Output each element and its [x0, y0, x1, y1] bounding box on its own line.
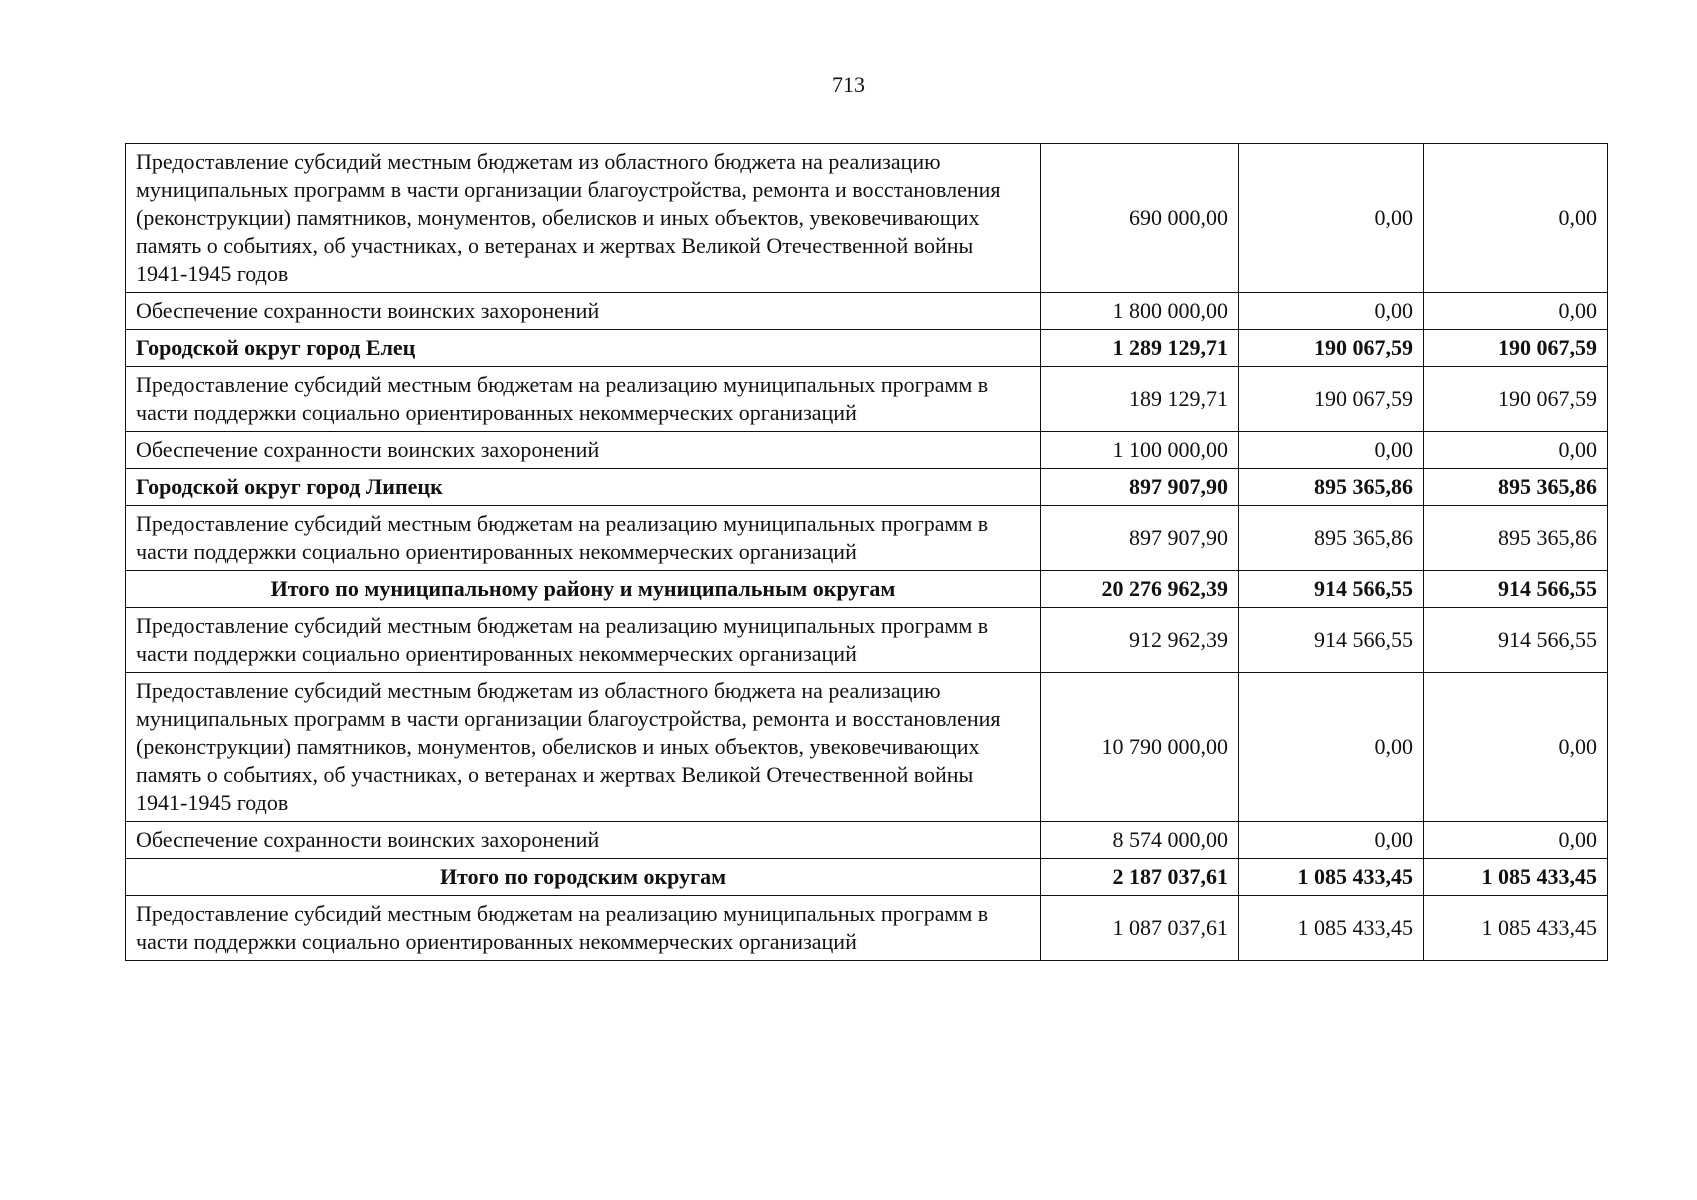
budget-table [125, 143, 1608, 961]
row-name: Предоставление субсидий местным бюджетам на реализацию муниципальных программ в части поддержки социально ориентированных некоммерческих организаций [126, 367, 1041, 432]
row-value-1: 2 187 037,61 [1041, 859, 1239, 896]
row-value-2: 0,00 [1239, 293, 1424, 330]
row-name: Предоставление субсидий местным бюджетам на реализацию муниципальных программ в части поддержки социально ориентированных некоммерческих организаций [126, 506, 1041, 571]
row-name: Городской округ город Липецк [126, 469, 1041, 506]
row-value-3: 895 365,86 [1424, 469, 1608, 506]
row-value-1: 1 289 129,71 [1041, 330, 1239, 367]
row-value-2: 0,00 [1239, 822, 1424, 859]
row-value-1: 1 800 000,00 [1041, 293, 1239, 330]
row-name: Итого по городским округам [126, 859, 1041, 896]
row-value-2: 190 067,59 [1239, 367, 1424, 432]
row-name: Предоставление субсидий местным бюджетам на реализацию муниципальных программ в части поддержки социально ориентированных некоммерческих организаций [126, 608, 1041, 673]
row-value-3: 914 566,55 [1424, 571, 1608, 608]
row-value-2: 914 566,55 [1239, 608, 1424, 673]
table-row [126, 144, 1608, 293]
table-row [126, 293, 1608, 330]
row-value-2: 895 365,86 [1239, 506, 1424, 571]
row-value-3: 0,00 [1424, 822, 1608, 859]
row-value-1: 10 790 000,00 [1041, 673, 1239, 822]
row-value-3: 190 067,59 [1424, 367, 1608, 432]
row-value-2: 0,00 [1239, 432, 1424, 469]
table-row [126, 608, 1608, 673]
row-value-2: 895 365,86 [1239, 469, 1424, 506]
row-name: Городской округ город Елец [126, 330, 1041, 367]
table-row [126, 822, 1608, 859]
total-row [126, 571, 1608, 608]
row-value-1: 1 087 037,61 [1041, 896, 1239, 961]
row-value-2: 1 085 433,45 [1239, 859, 1424, 896]
table-row [126, 432, 1608, 469]
page-number: 713 [832, 72, 865, 97]
row-name: Обеспечение сохранности воинских захоронений [126, 293, 1041, 330]
row-value-2: 914 566,55 [1239, 571, 1424, 608]
row-value-3: 190 067,59 [1424, 330, 1608, 367]
row-value-1: 8 574 000,00 [1041, 822, 1239, 859]
row-name: Предоставление субсидий местным бюджетам из областного бюджета на реализацию муниципальных программ в части организации благоустройства, ремонта и восстановления (реконструкции) памятников, монументов, обелисков и иных объектов, увековечивающих память о событиях, об участниках, о ветеранах и жертвах Великой Отечественной войны 1941-1945 годов [126, 673, 1041, 822]
row-value-3: 914 566,55 [1424, 608, 1608, 673]
row-value-3: 0,00 [1424, 293, 1608, 330]
row-name: Предоставление субсидий местным бюджетам из областного бюджета на реализацию муниципальных программ в части организации благоустройства, ремонта и восстановления (реконструкции) памятников, монументов, обелисков и иных объектов, увековечивающих память о событиях, об участниках, о ветеранах и жертвах Великой Отечественной войны 1941-1945 годов [126, 144, 1041, 293]
row-name: Итого по муниципальному району и муниципальным округам [126, 571, 1041, 608]
row-value-3: 1 085 433,45 [1424, 896, 1608, 961]
row-value-1: 690 000,00 [1041, 144, 1239, 293]
row-value-3: 895 365,86 [1424, 506, 1608, 571]
row-value-3: 0,00 [1424, 144, 1608, 293]
table-row [126, 506, 1608, 571]
row-name: Предоставление субсидий местным бюджетам на реализацию муниципальных программ в части поддержки социально ориентированных некоммерческих организаций [126, 896, 1041, 961]
row-value-1: 912 962,39 [1041, 608, 1239, 673]
row-value-3: 0,00 [1424, 673, 1608, 822]
row-value-3: 1 085 433,45 [1424, 859, 1608, 896]
row-value-2: 190 067,59 [1239, 330, 1424, 367]
total-row [126, 859, 1608, 896]
row-value-1: 897 907,90 [1041, 506, 1239, 571]
row-value-2: 1 085 433,45 [1239, 896, 1424, 961]
subtotal-row [126, 469, 1608, 506]
row-value-1: 189 129,71 [1041, 367, 1239, 432]
table-row [126, 896, 1608, 961]
row-value-2: 0,00 [1239, 673, 1424, 822]
table-row [126, 367, 1608, 432]
row-value-3: 0,00 [1424, 432, 1608, 469]
row-value-1: 897 907,90 [1041, 469, 1239, 506]
row-value-1: 1 100 000,00 [1041, 432, 1239, 469]
row-value-1: 20 276 962,39 [1041, 571, 1239, 608]
row-value-2: 0,00 [1239, 144, 1424, 293]
table-row [126, 673, 1608, 822]
row-name: Обеспечение сохранности воинских захоронений [126, 822, 1041, 859]
row-name: Обеспечение сохранности воинских захоронений [126, 432, 1041, 469]
subtotal-row [126, 330, 1608, 367]
